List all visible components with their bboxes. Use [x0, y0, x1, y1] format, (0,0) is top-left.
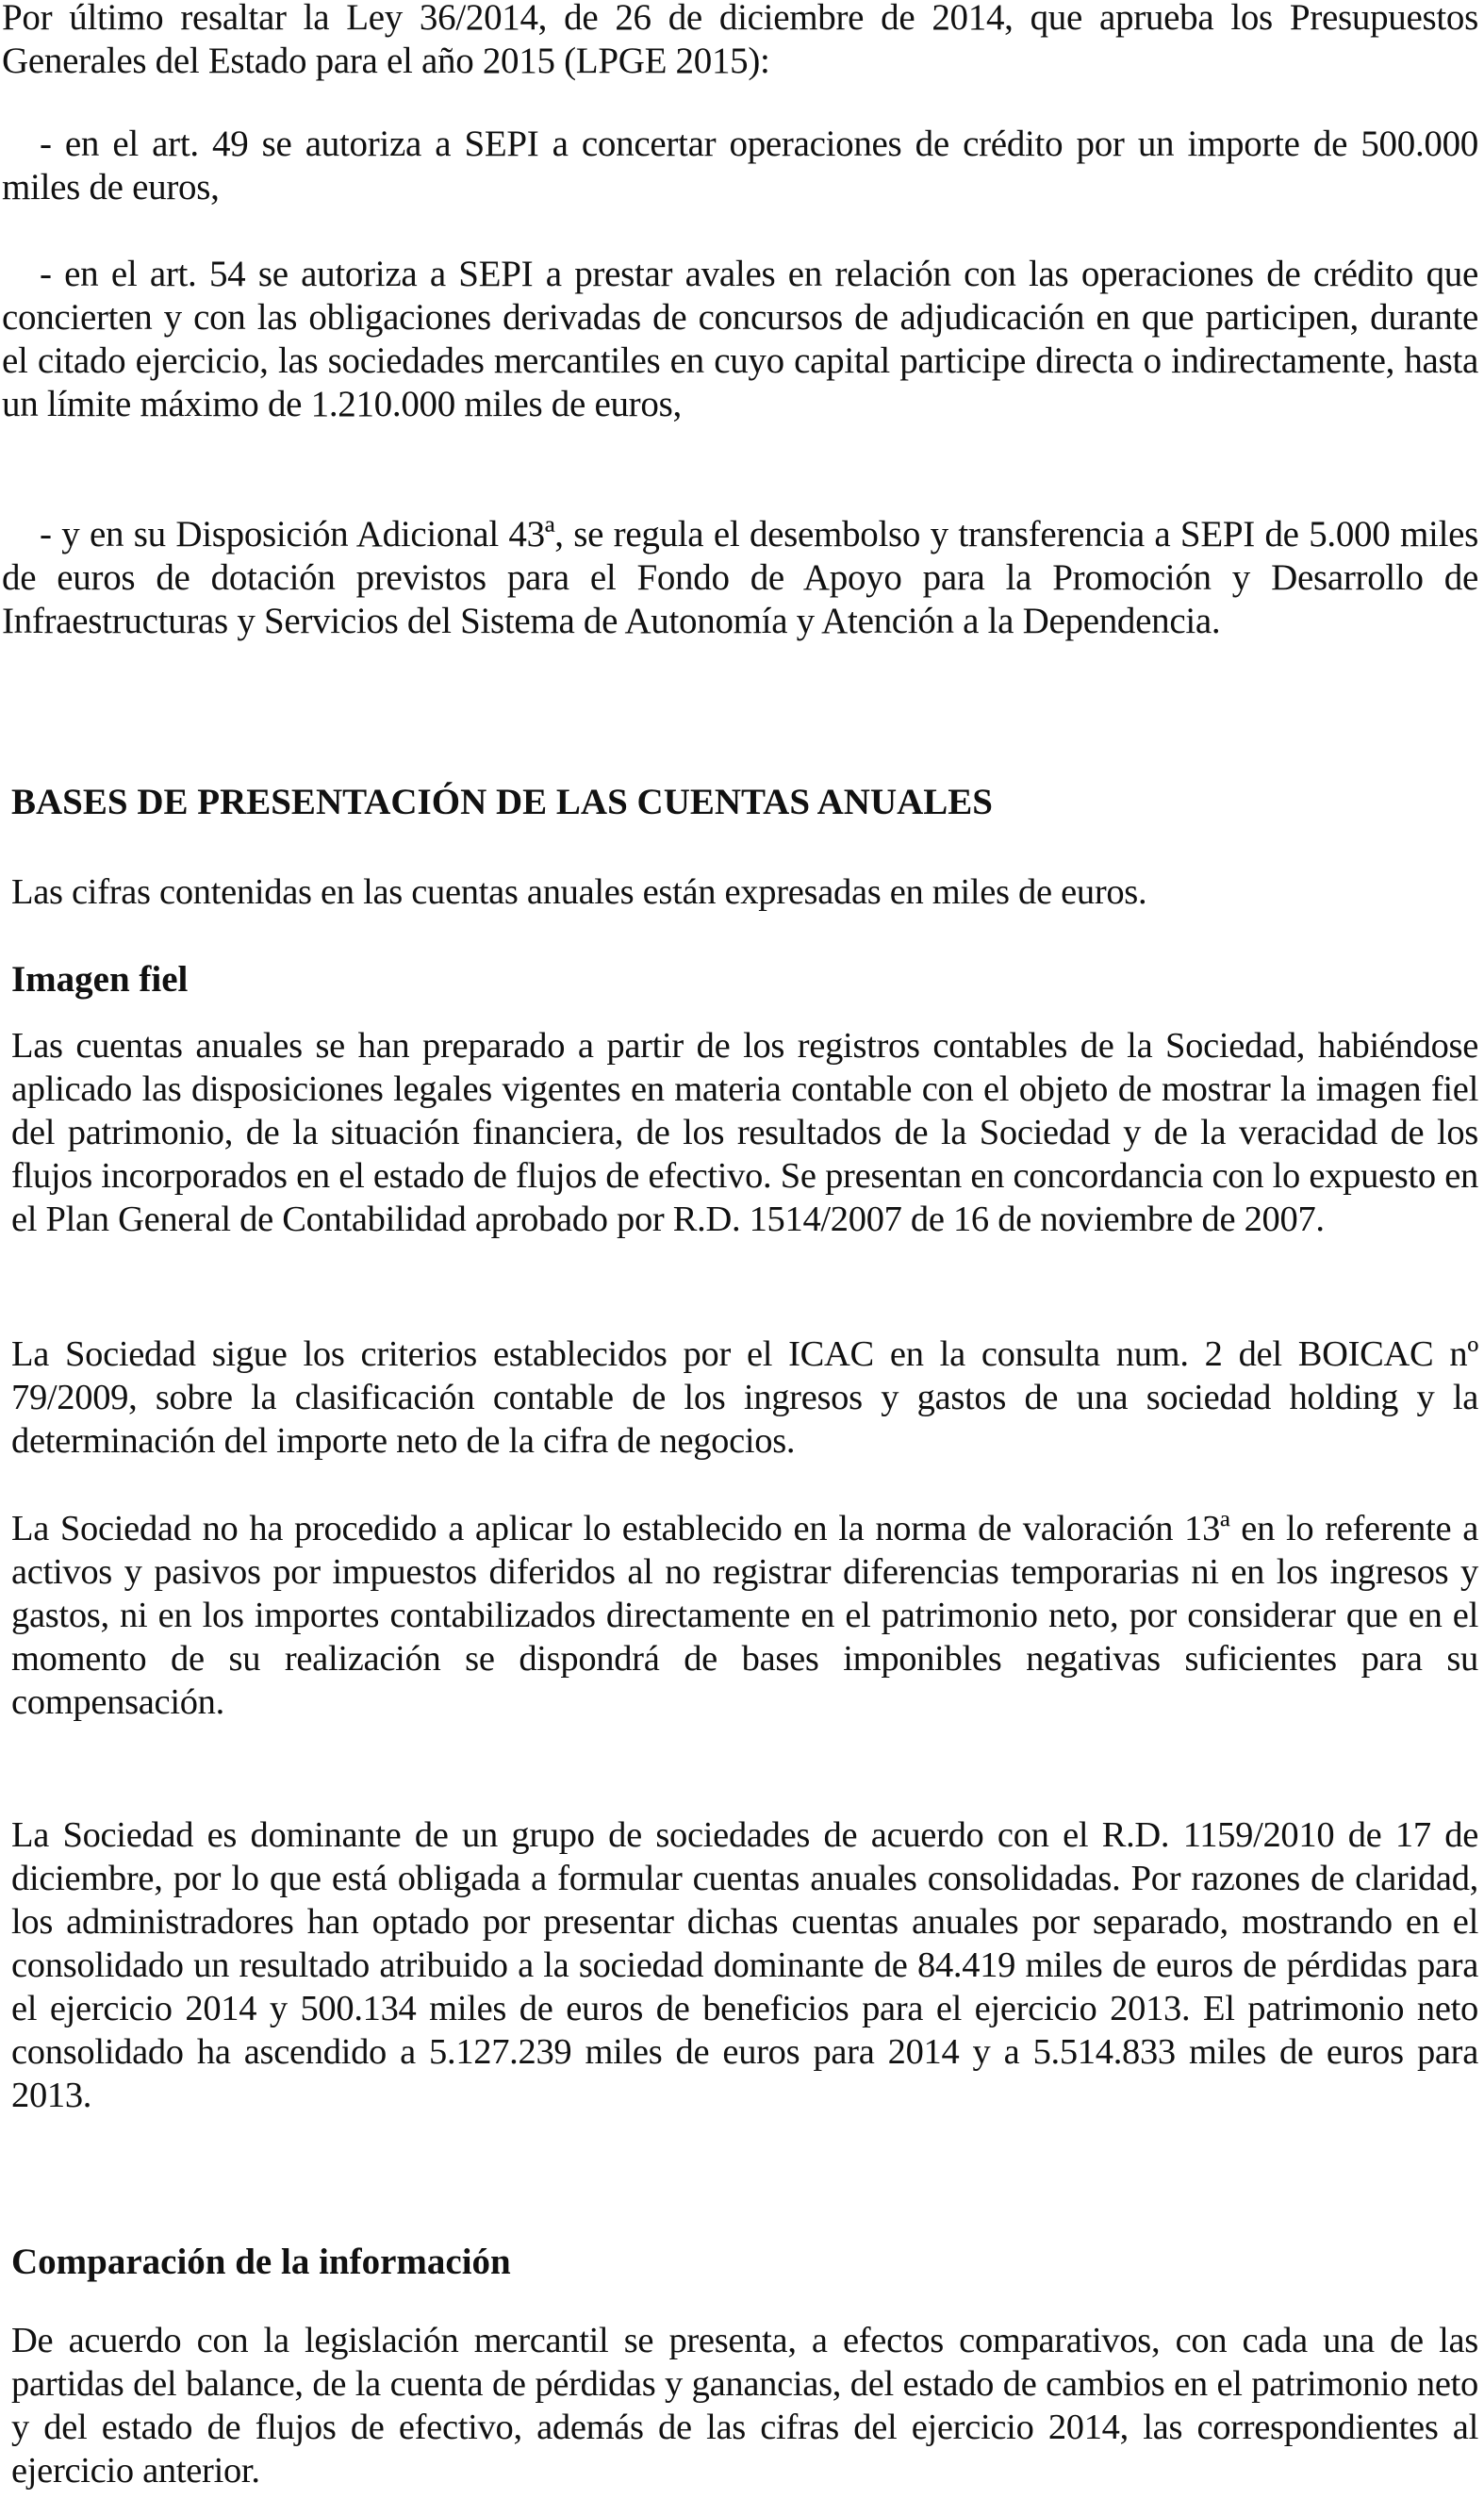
bases-intro-paragraph: Las cifras contenidas en las cuentas anuales están expresadas en miles de euros. — [11, 872, 1147, 912]
section-title-bases: BASES DE PRESENTACIÓN DE LAS CUENTAS ANUALES — [11, 782, 993, 822]
comparacion-paragraph-1: De acuerdo con la legislación mercantil se presenta, a efectos comparativos, con cada una de las partidas del balance, de la cuenta de pérdidas y ganancias, del estado de cambios en el patrimonio neto y del estado de flujos de efectivo, además de las cifras del ejercicio 2014, las correspondientes al ejercicio anterior. — [11, 2321, 1478, 2491]
section-title-imagen-fiel: Imagen fiel — [11, 959, 189, 1000]
imagen-fiel-paragraph-1: Las cuentas anuales se han preparado a partir de los registros contables de la Sociedad, habiéndose aplicado las disposiciones legales vigentes en materia contable con el objeto de mostrar la imagen fiel del patrimonio, de la situación financiera, de los resultados de la Sociedad y de la veracidad de los flujos incorporados en el estado de flujos de efectivo. Se presentan en concordancia con lo expuesto en el Plan General de Contabilidad aprobado por R.D. 1514/2007 de 16 de noviembre de 2007. — [11, 1026, 1478, 1239]
bullet-disposicion-adicional-43: - y en su Disposición Adicional 43ª, se regula el desembolso y transferencia a SEPI de 5.000 miles de euros de dotación previstos para el Fondo de Apoyo para la Promoción y Desarrollo de Infraestructuras y Servicios del Sistema de Autonomía y Atención a la Dependencia. — [2, 514, 1478, 641]
section-title-comparacion: Comparación de la información — [11, 2242, 511, 2282]
bullet-art-49: - en el art. 49 se autoriza a SEPI a concertar operaciones de crédito por un importe de 500.000 miles de euros, — [2, 124, 1478, 207]
imagen-fiel-paragraph-3: La Sociedad no ha procedido a aplicar lo establecido en la norma de valoración 13ª en lo referente a activos y pasivos por impuestos diferidos al no registrar diferencias temporarias ni en los ingresos y gastos, ni en los importes contabilizados directamente en el patrimonio neto, por considerar que en el momento de su realización se dispondrá de bases imponibles negativas suficientes para su compensación. — [11, 1509, 1478, 1722]
bullet-art-54: - en el art. 54 se autoriza a SEPI a prestar avales en relación con las operaciones de crédito que concierten y con las obligaciones derivadas de concursos de adjudicación en que participen, durante el citado ejercicio, las sociedades mercantiles en cuyo capital participe directa o indirectamente, hasta un límite máximo de 1.210.000 miles de euros, — [2, 254, 1478, 424]
imagen-fiel-paragraph-4: La Sociedad es dominante de un grupo de sociedades de acuerdo con el R.D. 1159/2010 de 17 de diciembre, por lo que está obligada a formular cuentas anuales consolidadas. Por razones de claridad, los administradores han optado por presentar dichas cuentas anuales por separado, mostrando en el consolidado un resultado atribuido a la sociedad dominante de 84.419 miles de euros de pérdidas para el ejercicio 2014 y 500.134 miles de euros de beneficios para el ejercicio 2013. El patrimonio neto consolidado ha ascendido a 5.127.239 miles de euros para 2014 y a 5.514.833 miles de euros para 2013. — [11, 1815, 1478, 2115]
intro-paragraph: Por último resaltar la Ley 36/2014, de 26 de diciembre de 2014, que aprueba los Presupuestos Generales del Estado para el año 2015 (LPGE 2015): — [2, 0, 1478, 81]
imagen-fiel-paragraph-2: La Sociedad sigue los criterios establecidos por el ICAC en la consulta num. 2 del BOICAC nº 79/2009, sobre la clasificación contable de los ingresos y gastos de una sociedad holding y la determinación del importe neto de la cifra de negocios. — [11, 1334, 1478, 1461]
